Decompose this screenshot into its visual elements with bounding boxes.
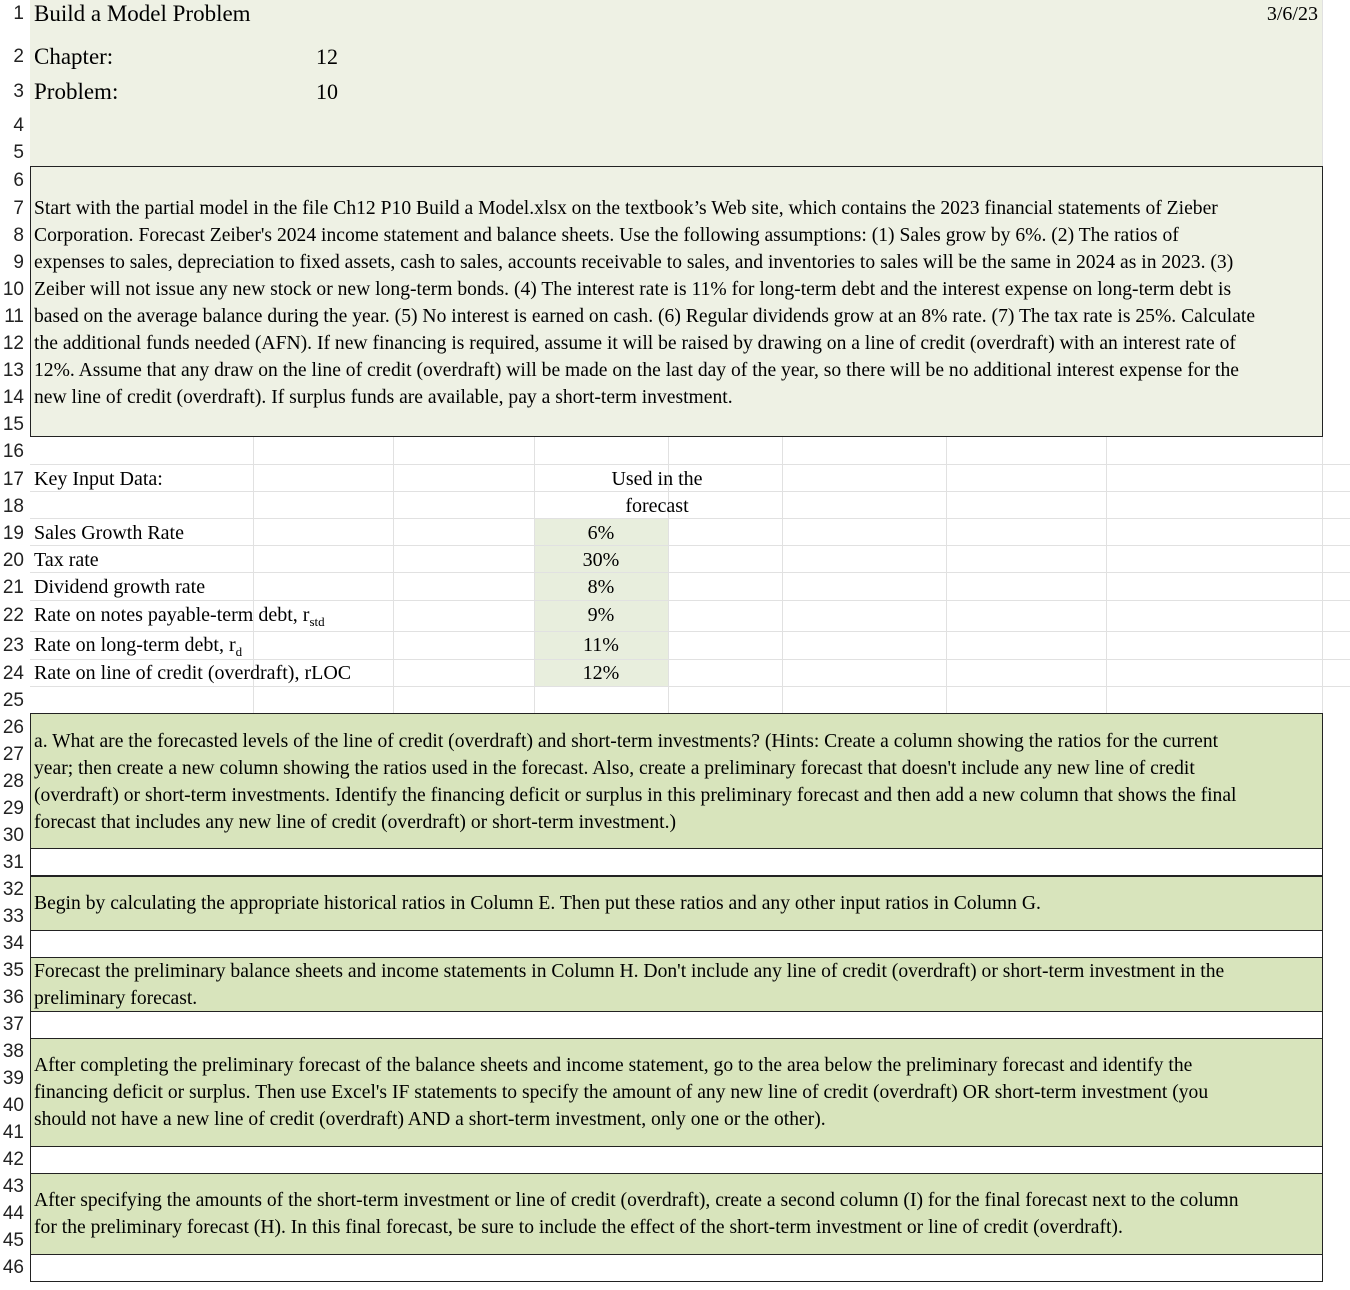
row-number: 22 (2, 605, 24, 626)
problem-label[interactable]: Problem: (34, 79, 119, 104)
row-number: 41 (2, 1122, 24, 1143)
blank-box-42 (30, 1146, 1323, 1174)
question-a-line[interactable]: year; then create a new column showing the ratios used in the forecast. Also, create a preliminary forecast that doesn't include any new line of credit (34, 758, 1195, 779)
row-number: 33 (2, 906, 24, 927)
step3-line[interactable]: should not have a new line of credit (overdraft) AND a short-term investment, only one or the other). (34, 1109, 826, 1130)
sheet-date[interactable]: 3/6/23 (1266, 3, 1318, 25)
row-number: 21 (2, 577, 24, 598)
input-label-dividend-growth[interactable]: Dividend growth rate (34, 576, 206, 598)
input-label-notes-payable-rate[interactable] (34, 602, 325, 635)
row-number: 10 (2, 279, 24, 300)
row-number: 31 (2, 852, 24, 873)
input-value-long-term-debt-rate[interactable]: 11% (583, 634, 619, 656)
input-label-loc-rate[interactable]: Rate on line of credit (overdraft), rLOC (34, 662, 352, 684)
row-number: 16 (2, 441, 24, 462)
input-label-sales-growth[interactable]: Sales Growth Rate (34, 522, 184, 544)
blank-box-34 (30, 930, 1323, 958)
row-number: 46 (2, 1257, 24, 1278)
instruction-line[interactable]: Zeiber will not issue any new stock or new long-term bonds. (4) The interest rate is 11% for long-term debt and the interest expense on long-term debt is (34, 279, 1232, 300)
row-number: 20 (2, 550, 24, 571)
input-value-notes-payable-rate[interactable]: 9% (587, 604, 615, 626)
blank-box-31 (30, 848, 1323, 876)
row-number: 12 (2, 333, 24, 354)
row-number: 40 (2, 1095, 24, 1116)
input-label-text: Rate on notes payable-term debt, r (34, 604, 310, 626)
row-number: 37 (2, 1014, 24, 1035)
row-number: 11 (4, 306, 24, 327)
row-number: 35 (2, 960, 24, 981)
input-value-dividend-growth[interactable]: 8% (587, 576, 615, 598)
row-number: 34 (2, 933, 24, 954)
step3-line[interactable]: financing deficit or surplus. Then use Excel's IF statements to specify the amount of any new line of credit (overdraft) OR short-term investment (you (34, 1082, 1209, 1103)
row-number: 5 (13, 142, 24, 163)
row-number: 6 (13, 170, 24, 191)
row-number: 4 (13, 115, 24, 136)
instruction-line[interactable]: based on the average balance during the year. (5) No interest is earned on cash. (6) Regular dividends grow at an 8% rate. (7) The tax rate is 25%. Calculate (34, 306, 1256, 327)
question-a-line[interactable]: (overdraft) or short-term investments. Identify the financing deficit or surplus in this preliminary forecast and then add a new column that shows the final (34, 785, 1237, 806)
row-number: 42 (2, 1149, 24, 1170)
instruction-line[interactable]: the additional funds needed (AFN). If new financing is required, assume it will be raised by drawing on a line of credit (overdraft) with an interest rate of (34, 333, 1236, 354)
input-label-subscript: std (309, 614, 325, 629)
row-number: 24 (2, 663, 24, 684)
sheet-title[interactable]: Build a Model Problem (34, 1, 251, 26)
blank-box-46 (30, 1254, 1323, 1282)
input-value-sales-growth[interactable]: 6% (587, 522, 615, 544)
row-number: 38 (2, 1041, 24, 1062)
instruction-line[interactable]: expenses to sales, depreciation to fixed assets, cash to sales, accounts receivable to sales, and inventories to sales will be the same in 2024 as in 2023. (3) (34, 252, 1234, 273)
chapter-value[interactable]: 12 (316, 44, 338, 69)
row-number: 23 (2, 635, 24, 656)
instruction-line[interactable]: new line of credit (overdraft). If surplus funds are available, pay a short-term investment. (34, 387, 733, 408)
forecast-column-header[interactable]: Used in the (611, 468, 703, 490)
step2-line[interactable]: preliminary forecast. (34, 988, 198, 1009)
row-number: 45 (2, 1230, 24, 1251)
input-value-loc-rate[interactable]: 12% (582, 662, 620, 684)
input-label-text: Rate on long-term debt, r (34, 634, 236, 656)
row-number: 17 (2, 469, 24, 490)
row-number: 1 (13, 3, 24, 24)
key-input-heading[interactable]: Key Input Data: (34, 468, 163, 490)
step1-text[interactable]: Begin by calculating the appropriate historical ratios in Column E. Then put these ratios and any other input ratios in Column G. (34, 893, 1041, 914)
row-number: 32 (2, 879, 24, 900)
row-number: 18 (2, 496, 24, 517)
row-number: 43 (2, 1176, 24, 1197)
row-number: 29 (2, 798, 24, 819)
row-number: 13 (2, 360, 24, 381)
row-number: 3 (13, 81, 24, 102)
row-number: 15 (2, 414, 24, 435)
instruction-line[interactable]: 12%. Assume that any draw on the line of credit (overdraft) will be made on the last day of the year, so there will be no additional interest expense for the (34, 360, 1239, 381)
row-number: 19 (2, 523, 24, 544)
row-number: 9 (13, 252, 24, 273)
question-a-line[interactable]: a. What are the forecasted levels of the line of credit (overdraft) and short-term investments? (Hints: Create a column showing the ratios for the current (34, 731, 1219, 752)
row-number: 27 (2, 744, 24, 765)
row-number: 36 (2, 987, 24, 1008)
row-number: 26 (2, 717, 24, 738)
row-number: 7 (13, 198, 24, 219)
step4-line[interactable]: for the preliminary forecast (H). In this final forecast, be sure to include the effect of the short-term investment or line of credit (overdraft). (34, 1217, 1123, 1238)
row-number: 25 (2, 690, 24, 711)
row-number: 30 (2, 825, 24, 846)
problem-value[interactable]: 10 (316, 79, 338, 104)
row-number: 39 (2, 1068, 24, 1089)
instruction-line[interactable]: Corporation. Forecast Zeiber's 2024 income statement and balance sheets. Use the following assumptions: (1) Sales grow by 6%. (2) The ratios of (34, 225, 1179, 246)
step2-line[interactable]: Forecast the preliminary balance sheets and income statements in Column H. Don't include any line of credit (overdraft) or short-term investment in the (34, 961, 1225, 982)
step4-line[interactable]: After specifying the amounts of the short-term investment or line of credit (overdraft), create a second column (I) for the final forecast next to the column (34, 1190, 1239, 1211)
input-label-tax-rate[interactable]: Tax rate (34, 549, 99, 571)
row-number: 14 (2, 387, 24, 408)
input-value-tax-rate[interactable]: 30% (582, 549, 620, 571)
input-label-subscript: d (235, 644, 243, 659)
forecast-column-header[interactable]: forecast (625, 495, 689, 517)
step3-line[interactable]: After completing the preliminary forecast of the balance sheets and income statement, go to the area below the preliminary forecast and identify the (34, 1055, 1193, 1076)
row-number: 2 (13, 46, 24, 67)
row-number: 8 (13, 225, 24, 246)
row-number: 44 (2, 1203, 24, 1224)
question-a-line[interactable]: forecast that includes any new line of credit (overdraft) or short-term investment.) (34, 812, 677, 833)
blank-box-37 (30, 1011, 1323, 1039)
chapter-label[interactable]: Chapter: (34, 44, 114, 69)
instruction-line[interactable]: Start with the partial model in the file Ch12 P10 Build a Model.xlsx on the textbook’s Web site, which contains the 2023 financial statements of Zieber (34, 198, 1218, 219)
row-number: 28 (2, 771, 24, 792)
